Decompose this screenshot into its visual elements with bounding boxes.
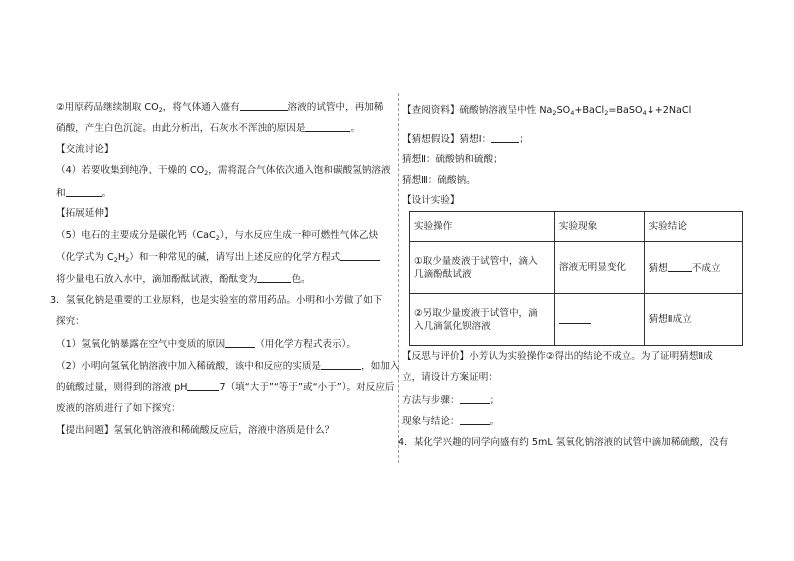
question-3-line: 3．氢氧化钠是重要的工业原料，也是实验室的常用药品。小明和小芳做了如下	[50, 295, 383, 306]
text-line: 猜想Ⅱ：硫酸钠和硫酸；	[402, 154, 503, 165]
answer-blank[interactable]	[668, 261, 692, 272]
text-line: 【查阅资料】硫酸钠溶液呈中性 $Na_2SO_4+BaCl_2=BaSO_4↓+2NaCl$	[402, 105, 692, 117]
experiment-table	[409, 211, 743, 346]
table-cell-operation: ①取少量废液于试管中，滴入 几滴酚酞试液	[410, 242, 555, 294]
table-header: 实验现象	[554, 212, 644, 242]
section-heading: 【设计实验】	[402, 195, 460, 206]
text-line: 探究：	[56, 316, 85, 327]
section-heading: 【拓展延伸】	[56, 208, 114, 219]
answer-blank[interactable]	[460, 393, 490, 404]
text-line: （5）电石的主要成分是碳化钙（CaC$_2$），与水反应生成一种可燃性气体乙炔	[56, 230, 379, 242]
table-header: 实验操作	[410, 212, 555, 242]
text-line: （1）氢氧化钠暴露在空气中变质的原因 （用化学方程式表示）。	[56, 339, 356, 350]
text-line: 【猜想假设】猜想Ⅰ： ；	[402, 134, 529, 145]
answer-blank[interactable]	[305, 121, 350, 132]
table-row	[410, 242, 743, 294]
text-line: 硝酸，产生白色沉淀。由此分析出，石灰水不浑浊的原因是 。	[56, 123, 361, 134]
text-line: 立，请设计方案证明：	[402, 372, 498, 383]
answer-blank[interactable]	[321, 359, 361, 370]
question-4-line: 4．某化学兴趣的同学向盛有约 5mL 氢氧化钠溶液的试管中滴加稀硫酸，没有	[398, 437, 729, 448]
text-line: 将少量电石放入水中，滴加酚酞试液，酚酞变为 色。	[56, 274, 311, 285]
table-cell-phenomenon	[554, 294, 644, 346]
answer-blank[interactable]	[559, 313, 591, 324]
table-cell-conclusion: 猜想Ⅱ成立	[644, 294, 742, 346]
answer-blank[interactable]	[225, 337, 255, 348]
answer-blank[interactable]	[187, 380, 219, 391]
text-line: ②用原药品继续制取 $CO_2$，将气体通入盛有 溶液的试管中，再加稀	[56, 102, 384, 114]
text-line: 【提出问题】氢氧化钠溶液和稀硫酸反应后，溶液中溶质是什么？	[56, 425, 335, 436]
text-line: （化学式为 $C_2H_2$）和一种常见的碱，请写出上述反应的化学方程式	[56, 250, 380, 264]
answer-blank[interactable]	[460, 414, 490, 425]
table-cell-operation: ②另取少量废液于试管中，滴 入几滴氯化钡溶液	[410, 294, 555, 346]
table-cell-conclusion: 猜想 不成立	[644, 242, 742, 294]
text-line: 废液的溶质进行了如下探究：	[56, 403, 181, 414]
answer-blank[interactable]	[66, 186, 102, 197]
text-line: 方法与步骤： ；	[402, 395, 500, 406]
text-line: （4）若要收集到纯净、干燥的 $CO_2$，需将混合气体依次通入饱和碳酸氢钠溶液	[56, 165, 391, 177]
text-line: （2）小明向氢氧化钠溶液中加入稀硫酸，该中和反应的实质是 ，如加入	[56, 361, 400, 372]
answer-blank[interactable]	[340, 250, 380, 261]
text-line: 的硫酸过量，则得到的溶液 pH 7（填“大于”“等于”或“小于”）。对反应后	[56, 382, 395, 393]
table-header: 实验结论	[644, 212, 742, 242]
text-line: 现象与结论： 。	[402, 416, 500, 427]
text-line: 和 。	[56, 188, 112, 199]
table-header-row	[410, 212, 743, 242]
answer-blank[interactable]	[491, 132, 519, 143]
text-line: 猜想Ⅲ：硫酸钠。	[402, 175, 476, 186]
table-cell-phenomenon: 溶液无明显变化	[554, 242, 644, 294]
answer-blank[interactable]	[257, 272, 291, 283]
section-heading: 【交流讨论】	[56, 144, 114, 155]
column-divider	[398, 93, 399, 463]
answer-blank[interactable]	[240, 100, 288, 111]
table-row	[410, 294, 743, 346]
text-line: 【反思与评价】小芳认为实验操作②得出的结论不成立。为了证明猜想Ⅱ成	[402, 351, 713, 362]
